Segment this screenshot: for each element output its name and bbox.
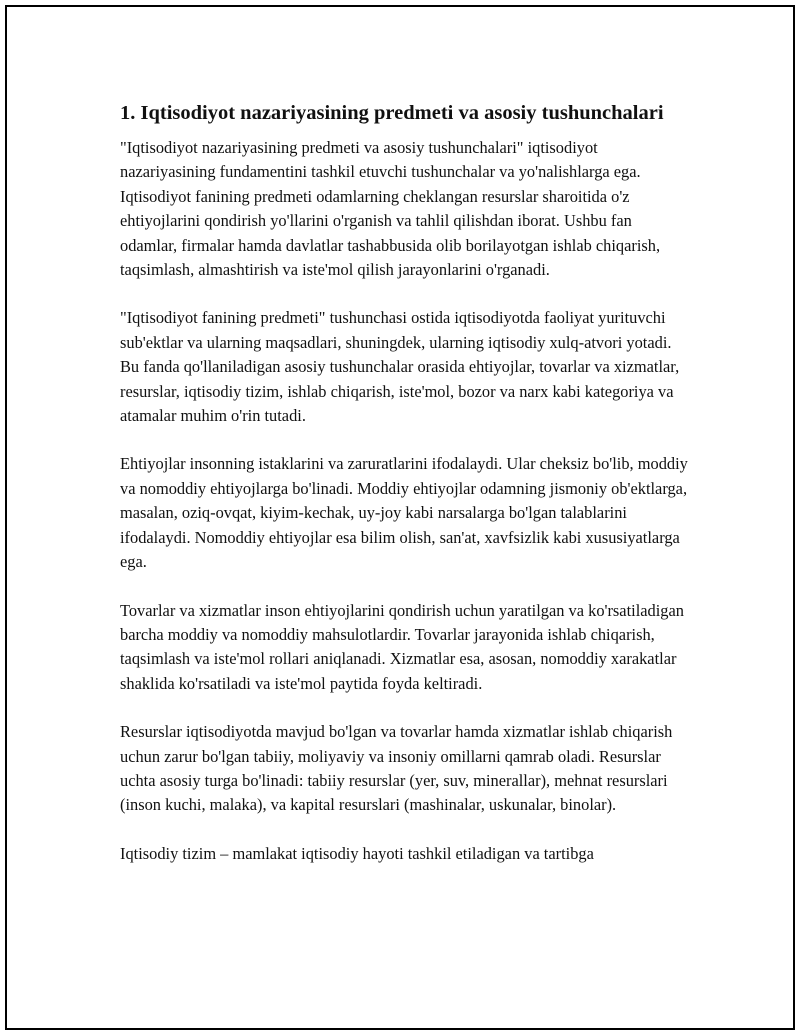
page-frame xyxy=(5,5,795,1030)
paragraph: "Iqtisodiyot nazariyasining predmeti va asosiy tushunchalari" iqtisodiyot nazariyasining fundamentini tashkil etuvchi tushunchalar va yo'nalishlarga ega. Iqtisodiyot fanining predmeti odamlarning cheklangan resurslar sharoitida o'z ehtiyojlarini qondirish yo'llarini o'rganish va tahlil qilishdan iborat. Ushbu fan odamlar, firmalar hamda davlatlar tashabbusida olib borilayotgan ishlab chiqarish, taqsimlash, almashtirish va iste'mol qilish jarayonlarini o'rganadi. xyxy=(120,138,661,280)
document-body xyxy=(120,99,690,890)
paragraph: Resurslar iqtisodiyotda mavjud bo'lgan va tovarlar hamda xizmatlar ishlab chiqarish uchun zarur bo'lgan tabiiy, moliyaviy va insoniy omillarni qamrab oladi. Resurslar uchta asosiy turga bo'linadi: tabiiy resurslar (yer, suv, minerallar), mehnat resurslari (inson kuchi, malaka), va kapital resurslari (mashinalar, uskunalar, binolar). xyxy=(120,722,673,815)
paragraph: Ehtiyojlar insonning istaklarini va zaruratlarini ifodalaydi. Ular cheksiz bo'lib, moddiy va nomoddiy ehtiyojlarga bo'linadi. Moddiy ehtiyojlar odamning jismoniy ob'ektlarga, masalan, oziq-ovqat, kiyim-kechak, uy-joy kabi narsalarga bo'lgan talablarini ifodalaydi. Nomoddiy ehtiyojlar esa bilim olish, san'at, xavfsizlik kabi xususiyatlarga ega. xyxy=(120,454,688,572)
section-heading: 1. Iqtisodiyot nazariyasining predmeti va asosiy tushunchalari xyxy=(120,102,664,124)
paragraph: Iqtisodiy tizim – mamlakat iqtisodiy hayoti tashkil etiladigan va tartibga xyxy=(120,843,594,863)
paragraph: "Iqtisodiyot fanining predmeti" tushunchasi ostida iqtisodiyotda faoliyat yurituvchi sub'ektlar va ularning maqsadlari, shuningdek, ularning iqtisodiy xulq-atvori yotadi. Bu fanda qo'llaniladigan asosiy tushunchalar orasida ehtiyojlar, tovarlar va xizmatlar, resurslar, iqtisodiy tizim, ishlab chiqarish, iste'mol, bozor va narx kabi kategoriya va atamalar muhim o'rin tutadi. xyxy=(120,308,680,426)
paragraph: Tovarlar va xizmatlar inson ehtiyojlarini qondirish uchun yaratilgan va ko'rsatiladigan barcha moddiy va nomoddiy mahsulotlardir. Tovarlar jarayonida ishlab chiqarish, taqsimlash va iste'mol rollari aniqlanadi. Xizmatlar esa, asosan, nomoddiy xarakatlar shaklida ko'rsatiladi va iste'mol paytida foyda keltiradi. xyxy=(120,600,684,693)
